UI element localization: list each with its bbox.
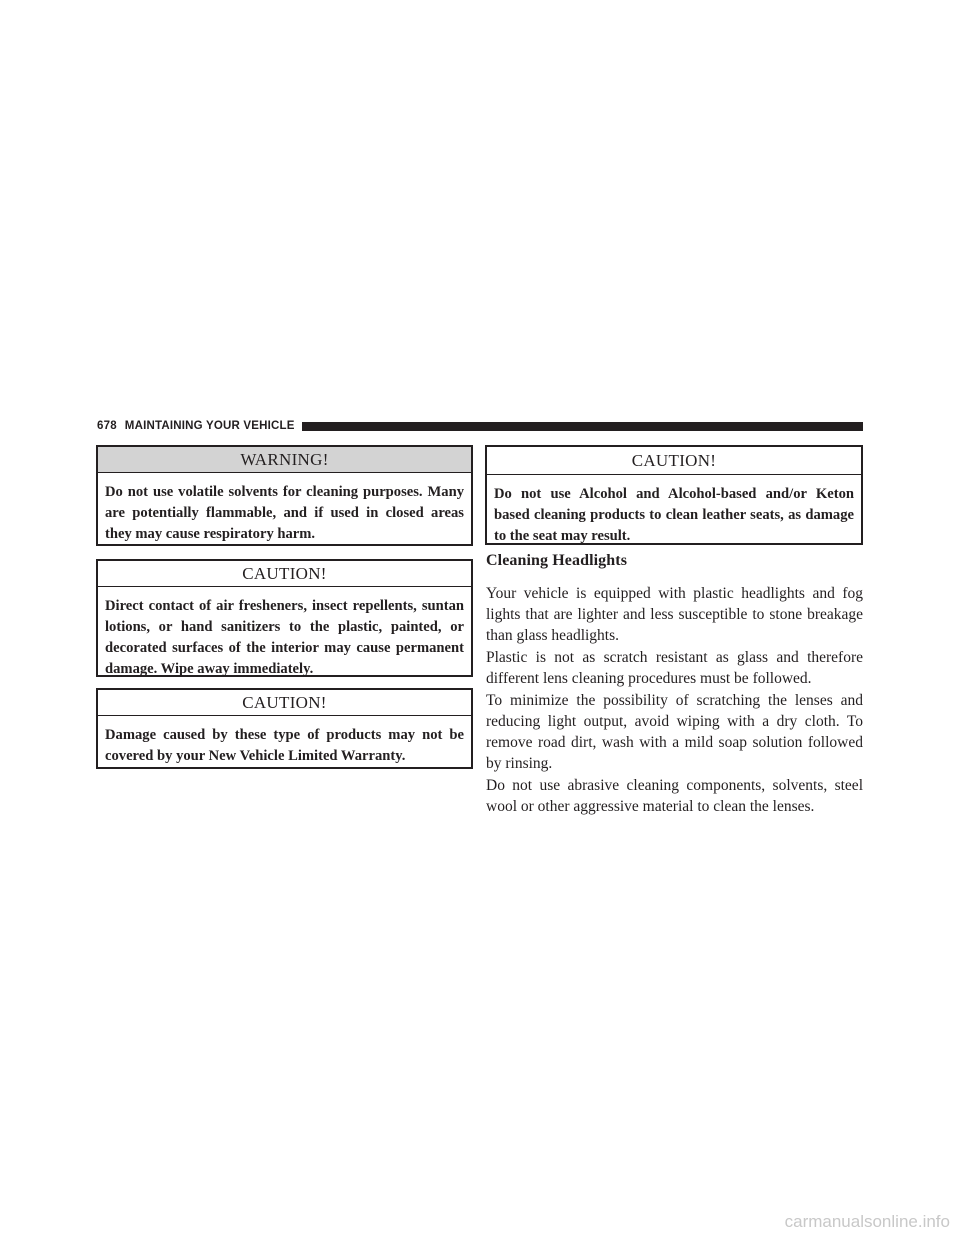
watermark: carmanualsonline.info	[784, 1212, 950, 1231]
caution-box-air-fresheners	[96, 559, 473, 677]
caution-text: Direct contact of air fresheners, insect repellents, suntan lotions, or hand sanitizers to the plastic, painted, or decorated surfaces of the interior may cause permanent damage. Wipe away immediately.	[105, 598, 464, 677]
section-heading-cleaning-headlights: Cleaning Headlights	[486, 552, 628, 569]
caution-box-warranty	[96, 688, 473, 769]
warning-box	[96, 445, 473, 546]
page-number: 678	[97, 420, 117, 432]
body-paragraph: To minimize the possibility of scratching the lenses and reducing light output, avoid wiping with a dry cloth. To remove road dirt, wash with a mild soap solution followed by rinsing.	[486, 692, 863, 772]
caution-text: Damage caused by these type of products may not be covered by your New Vehicle Limited Warranty.	[105, 727, 464, 764]
caution-title: CAUTION!	[98, 690, 471, 716]
page-header	[97, 418, 863, 434]
caution-title: CAUTION!	[98, 561, 471, 587]
caution-text: Do not use Alcohol and Alcohol-based and/or Keton based cleaning products to clean leather seats, as damage to the seat may result.	[494, 486, 854, 544]
caution-box-leather-seats	[485, 445, 863, 545]
caution-title: CAUTION!	[487, 447, 861, 475]
body-paragraph: Your vehicle is equipped with plastic headlights and fog lights that are lighter and less susceptible to stone breakage than glass headlights.	[486, 585, 863, 644]
warning-text: Do not use volatile solvents for cleaning purposes. Many are potentially flammable, and if used in closed areas they may cause respiratory harm.	[105, 484, 464, 542]
header-rule	[302, 422, 863, 431]
section-title: MAINTAINING YOUR VEHICLE	[124, 420, 295, 432]
warning-title: WARNING!	[98, 447, 471, 473]
body-paragraph: Do not use abrasive cleaning components, solvents, steel wool or other aggressive material to clean the lenses.	[486, 777, 863, 815]
body-paragraph: Plastic is not as scratch resistant as glass and therefore different lens cleaning procedures must be followed.	[486, 649, 863, 687]
